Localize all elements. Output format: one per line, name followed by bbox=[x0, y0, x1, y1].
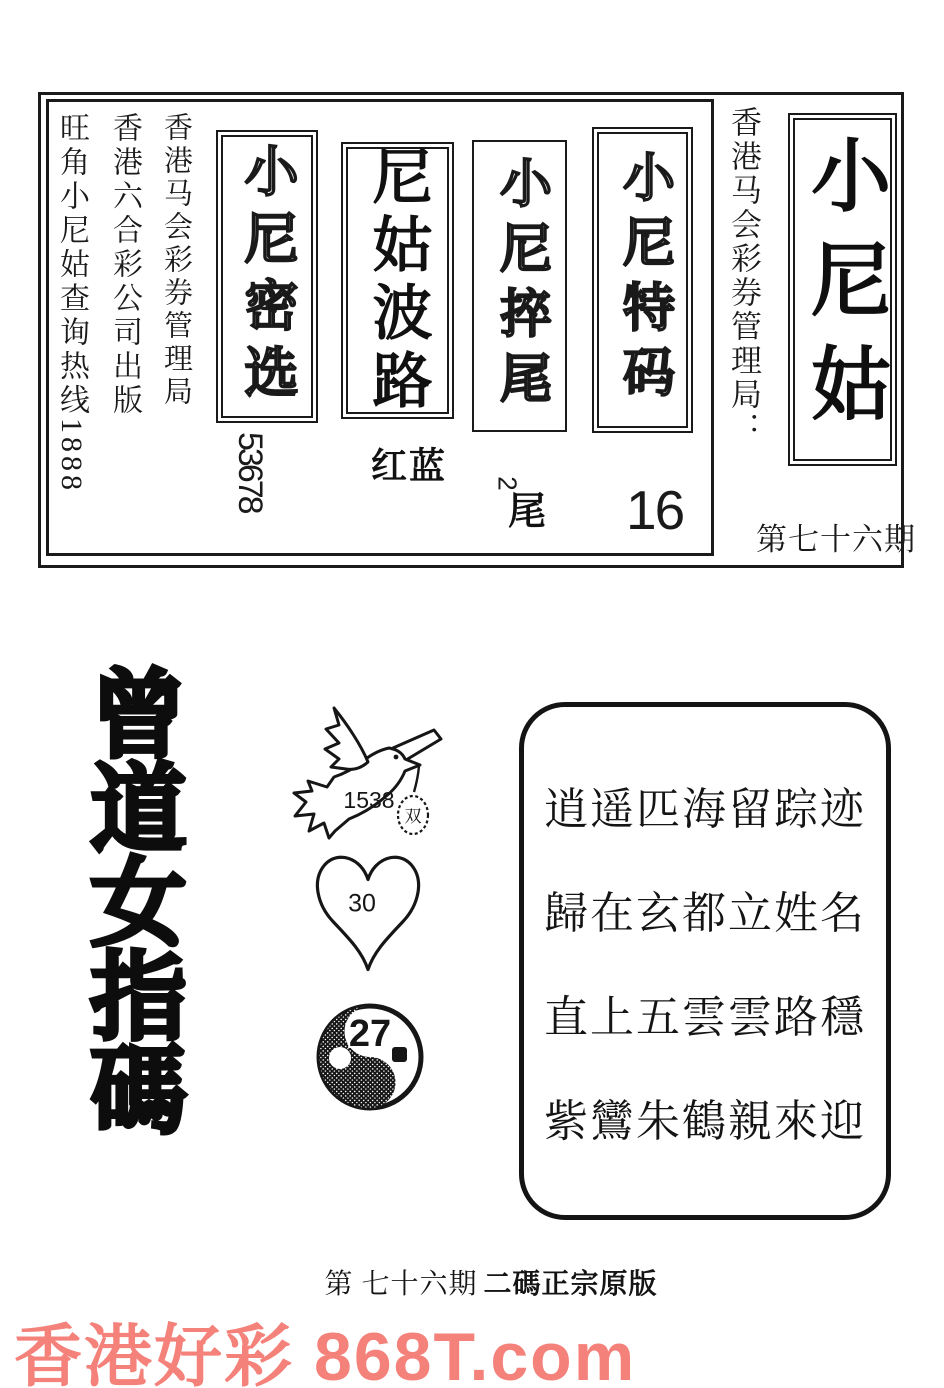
authority-column-left: 香港马会彩券管理局 bbox=[160, 112, 192, 409]
issue-label: 第七十六期 bbox=[756, 522, 916, 557]
tip-box-color-wave-title: 尼姑波路 bbox=[364, 144, 431, 417]
tip-box-color-wave bbox=[341, 142, 454, 419]
tip-box-special-number-title: 小尼特码 bbox=[614, 150, 672, 410]
footer-site-name: 868T.com bbox=[314, 1319, 637, 1388]
tip-box-special-number-value: 16 bbox=[626, 479, 684, 541]
caption-issue: 第 七十六期 bbox=[324, 1269, 478, 1300]
bottom-caption bbox=[19, 1262, 944, 1302]
publisher-column: 香港六合彩公司出版 bbox=[108, 112, 141, 418]
dove-eye bbox=[394, 755, 399, 760]
yinyang-icon bbox=[313, 1000, 427, 1114]
tip-box-secret-picks-value: 53678 bbox=[231, 432, 269, 512]
dove-icon bbox=[288, 698, 450, 850]
tip-box-special-number bbox=[592, 127, 693, 433]
poem-line-2: 歸在玄都立姓名 bbox=[544, 889, 866, 938]
tip-box-secret-picks bbox=[216, 130, 318, 423]
dove-near-wing bbox=[325, 708, 368, 769]
tip-box-tail-pick-title: 小尼捽尾 bbox=[491, 156, 549, 416]
vertical-main-title: 曾道女指碼 bbox=[77, 664, 184, 1134]
pendant-string bbox=[414, 766, 419, 792]
poem-box bbox=[519, 702, 891, 1220]
authority-note-column: 香港马会彩券管理局： bbox=[726, 106, 761, 446]
poem-line-1: 逍遥匹海留踪迹 bbox=[544, 785, 866, 834]
yinyang-number: 27 bbox=[348, 1013, 392, 1055]
tip-box-tail-pick-value bbox=[492, 468, 560, 538]
tip-box-secret-picks-title: 小尼密选 bbox=[237, 142, 297, 411]
tip-box-tail-pick bbox=[472, 140, 567, 432]
watermark-footer bbox=[14, 1303, 636, 1388]
caption-edition: 二碼正宗原版 bbox=[483, 1269, 658, 1300]
poem-line-4: 紫鸞朱鶴親來迎 bbox=[544, 1097, 866, 1146]
pendant-character: 双 bbox=[404, 807, 422, 826]
yinyang-dark-dot bbox=[392, 1047, 407, 1062]
poem-line-3: 直上五雲雲路穩 bbox=[544, 993, 866, 1042]
heart-icon bbox=[308, 845, 428, 978]
yinyang-white-dot bbox=[329, 1047, 351, 1069]
tip-box-color-wave-value: 红蓝 bbox=[371, 446, 448, 486]
tail-digit-rotated: 2 bbox=[492, 476, 523, 491]
heart-number: 30 bbox=[348, 889, 376, 918]
masthead-box bbox=[788, 113, 897, 466]
masthead-title: 小尼姑 bbox=[798, 133, 887, 446]
dove-number: 1538 bbox=[343, 787, 395, 813]
tail-character: 尾 bbox=[508, 491, 547, 533]
footer-brand-name: 香港好彩 bbox=[14, 1319, 295, 1388]
hotline-column: 旺角小尼姑查询热线1888 bbox=[55, 112, 88, 494]
